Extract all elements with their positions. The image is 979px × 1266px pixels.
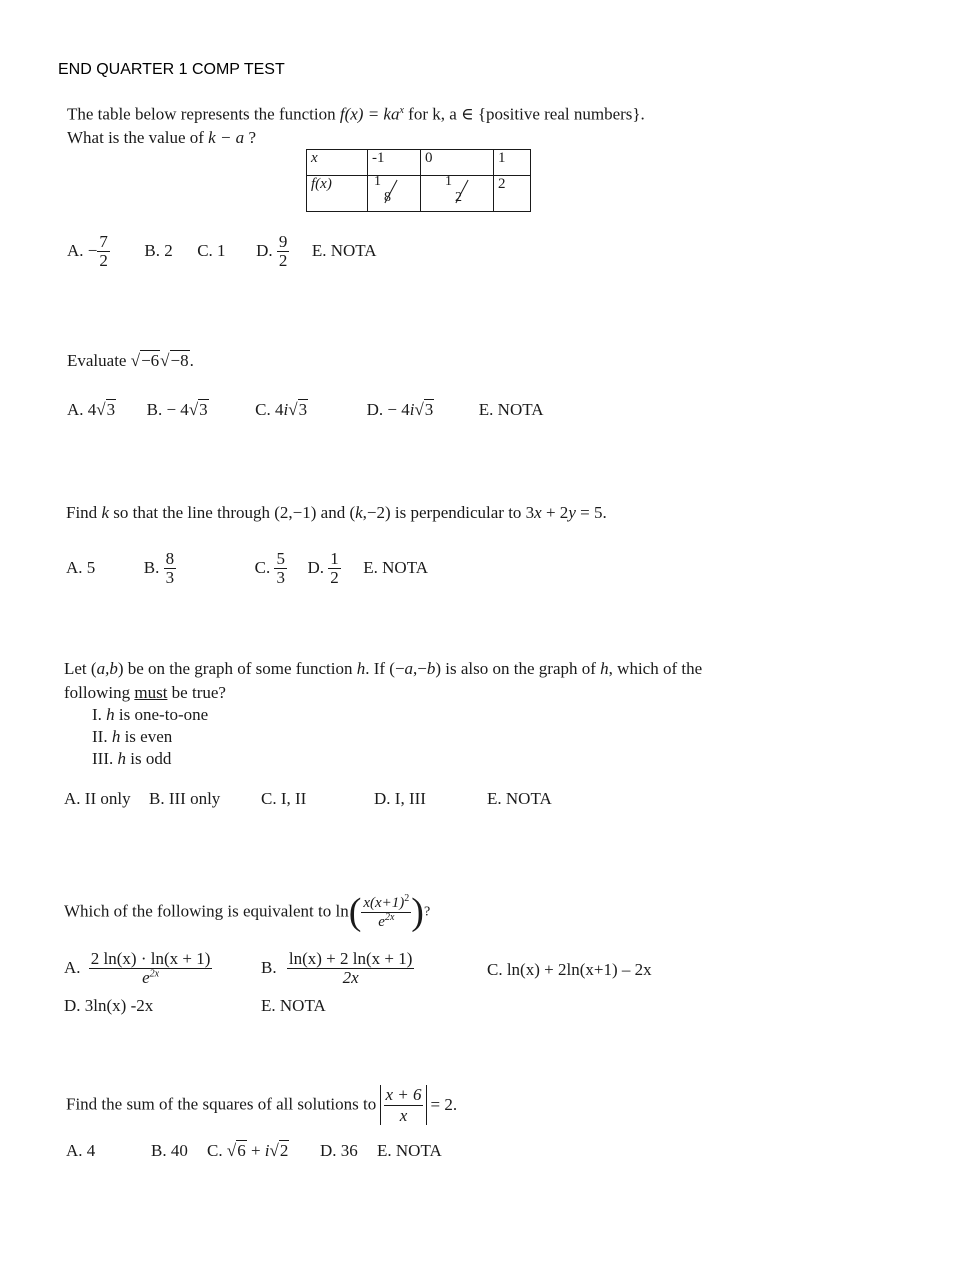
q4-choices <box>64 790 131 809</box>
table-cell-fx-label: f(x) <box>311 176 332 192</box>
sqrt-expression: √−6 <box>130 351 160 370</box>
choice-c-label: C. <box>254 558 271 577</box>
q2-period: . <box>189 351 194 370</box>
choice-e: E. NOTA <box>261 996 326 1015</box>
table-cell-x-label: x <box>311 150 318 166</box>
q1-text-for: for <box>403 104 433 124</box>
q1-exponent: x <box>399 105 404 116</box>
choice-a: A. 4 <box>66 1141 96 1160</box>
q1-prompt-line2 <box>67 129 256 148</box>
absolute-value-fraction: $\frac{x + 6}{x}$ <box>380 1085 426 1125</box>
fraction-one-half: 1 2 <box>443 176 469 206</box>
choice-d-label: D. <box>256 241 273 260</box>
emphasis-must: must <box>134 683 168 702</box>
sqrt-expression: √−8 <box>160 351 189 370</box>
choice-a: A. II only <box>64 789 131 808</box>
q5-choice-b: B. $\frac{\ln(x) + 2 \ln(x + 1)}{2x}$ <box>261 949 413 987</box>
table-cell: 0 <box>421 150 494 176</box>
q3-choices <box>66 550 428 587</box>
q2-prompt <box>67 352 194 371</box>
q1-prompt-line1 <box>67 105 645 124</box>
choice-b: B. − 4√3 <box>146 400 208 419</box>
q1-set: k, a ∈ {positive real numbers}. <box>432 104 645 124</box>
q4-statement-1: I. h is one-to-one <box>92 705 209 724</box>
choice-e: E. NOTA <box>311 241 377 260</box>
fraction: $\frac{\ln(x) + 2 \ln(x + 1)}{2x}$ <box>288 949 413 987</box>
choice-e: E. NOTA <box>487 789 552 808</box>
q3-prompt: Find k so that the line through (2,−1) and (k,−2) is perpendicular to 3x + 2y = 5. <box>66 503 607 522</box>
q1-question: What is the value of <box>67 128 209 147</box>
q4-prompt-line1: Let (a,b) be on the graph of some function h. If (−a,−b) is also on the graph of h, which of the <box>64 659 703 678</box>
minus-sign: − <box>87 241 98 260</box>
q2-choices <box>67 401 544 420</box>
fraction: $\frac{5}{3}$ <box>276 549 285 587</box>
choice-c: C. √6 + i√2 <box>207 1141 289 1160</box>
table-cell: 1 <box>494 150 531 176</box>
choice-d: D. I, III <box>374 789 426 808</box>
fraction: $\frac{1}{2}$ <box>330 549 339 587</box>
fraction: $\frac{2 \ln(x) \cdot \ln(x + 1)}{e^{2x}}$ <box>90 949 211 987</box>
q4-prompt-line2: following must be true? <box>64 683 226 702</box>
q1-expression: k − a <box>208 128 245 147</box>
q4-statement-2: II. h is even <box>92 727 173 746</box>
choice-e: E. NOTA <box>363 558 428 577</box>
fraction: $\frac{7}{2}$ <box>99 232 108 270</box>
q5-choice-a: A. $\frac{2 \ln(x) \cdot \ln(x + 1)}{e^{2x}}$ <box>64 949 211 987</box>
choice-b: B. 40 <box>151 1141 188 1160</box>
choice-c: C. 1 <box>197 241 226 260</box>
fraction: $\frac{9}{2}$ <box>278 232 288 270</box>
choice-a: A. 5 <box>66 558 96 577</box>
choice-d: D. 36 <box>320 1141 358 1160</box>
fraction: $\frac{x(x+1)^2}{e^{2x}}$ <box>363 892 410 930</box>
choice-b: B. 2 <box>144 241 173 260</box>
choice-b-label: B. <box>143 558 160 577</box>
choice-b: B. III only <box>149 789 221 808</box>
table-cell: 2 <box>494 176 531 212</box>
q4-statement-3: III. h is odd <box>92 749 172 768</box>
fraction: $\frac{8}{3}$ <box>165 549 175 587</box>
q2-text: Evaluate <box>67 351 131 370</box>
q1-text: The table below represents the function <box>67 104 340 124</box>
choice-e: E. NOTA <box>478 400 544 419</box>
q1-function: f(x) = ka <box>339 104 400 124</box>
choice-d: D. − 4i√3 <box>366 400 434 419</box>
choice-c: C. 4i√3 <box>255 400 308 419</box>
choice-c: C. ln(x) + 2ln(x+1) – 2x <box>487 960 652 979</box>
q1-function-table <box>306 149 531 212</box>
q1-choices <box>67 233 377 270</box>
fraction-one-eighth: 1 8 <box>372 176 398 206</box>
choice-d-label: D. <box>307 558 324 577</box>
q5-prompt: Which of the following is equivalent to ln( $\frac{x(x+1)^2}{e^{2x}}$ )? <box>64 891 431 933</box>
q1-question-end: ? <box>244 128 256 147</box>
page-title: END QUARTER 1 COMP TEST <box>58 61 285 78</box>
choice-a-label: A. <box>67 241 84 260</box>
q6-prompt: Find the sum of the squares of all solutions to $\frac{x + 6}{x}$ = 2. <box>66 1085 458 1125</box>
table-cell: -1 <box>368 150 421 176</box>
choice-c: C. I, II <box>261 789 307 808</box>
choice-a: A. 4√3 <box>67 400 116 419</box>
choice-d: D. 3ln(x) -2x <box>64 996 154 1015</box>
choice-e: E. NOTA <box>377 1141 442 1160</box>
